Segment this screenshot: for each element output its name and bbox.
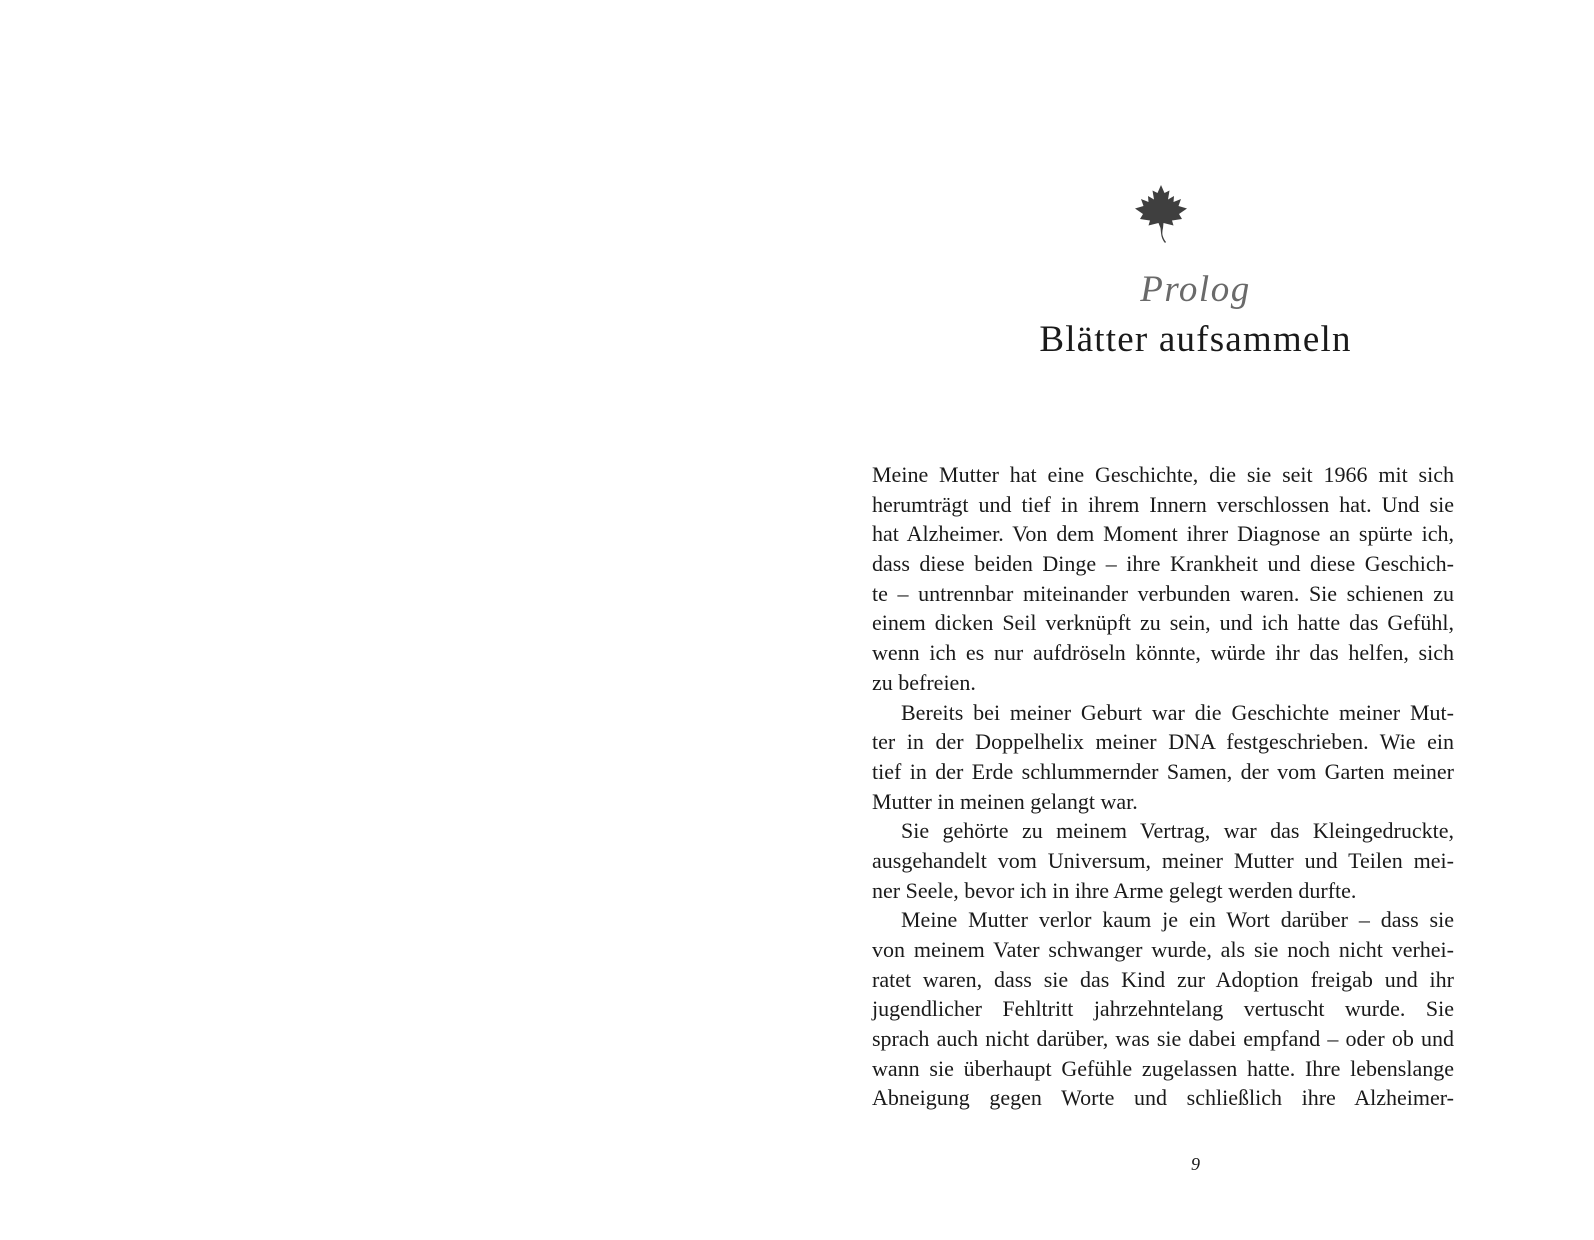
text-line: wann sie überhaupt Gefühle zugelassen hatte. Ihre lebenslange [872,1055,1454,1081]
text-line: von meinem Vater schwanger wurde, als sie noch nicht verhei- [872,937,1454,962]
text-line: sprach auch nicht darüber, was sie dabei empfand – oder ob und [872,1026,1454,1052]
text-line: herumträgt und tief in ihrem Innern verschlossen hat. Und sie [872,491,1454,517]
text-line: tief in der Erde schlummernder Samen, der vom Garten meiner [872,758,1454,784]
paragraph [872,816,1454,905]
paragraph [872,698,1454,817]
chapter-title: Blätter aufsammeln [1039,319,1352,360]
body-text [872,460,1454,1113]
text-line: Bereits bei meiner Geburt war die Geschichte meiner Mut- [901,699,1454,725]
page-number: 9 [1191,1154,1200,1174]
text-line: wenn ich es nur aufdröseln könnte, würde ihr das helfen, sich [872,640,1454,666]
right-page [797,0,1594,1240]
text-line: einem dicken Seil verknüpft zu sein, und ich hatte das Gefühl, [872,610,1454,636]
paragraph [872,905,1454,1113]
text-line: ner Seele, bevor ich in ihre Arme gelegt werden durfte. [872,877,1357,903]
text-line: ter in der Doppelhelix meiner DNA festgeschrieben. Wie ein [872,729,1454,755]
text-line: ratet waren, dass sie das Kind zur Adoption freigab und ihr [872,966,1454,992]
text-line: te – untrennbar miteinander verbunden waren. Sie schienen zu [872,580,1454,606]
text-line: Mutter in meinen gelangt war. [872,788,1138,814]
text-line: Meine Mutter verlor kaum je ein Wort darüber – dass sie [901,907,1454,933]
text-line: zu befreien. [872,669,976,695]
maple-leaf-icon [1133,184,1189,244]
text-line: dass diese beiden Dinge – ihre Krankheit und diese Geschich- [872,551,1454,577]
text-line: Sie gehörte zu meinem Vertrag, war das Kleingedruckte, [901,818,1454,844]
text-line: jugendlicher Fehltritt jahrzehntelang vertuscht wurde. Sie [872,996,1454,1022]
text-line: Meine Mutter hat eine Geschichte, die sie seit 1966 mit sich [872,462,1454,487]
paragraph [872,460,1454,698]
chapter-label: Prolog [1140,269,1251,310]
text-line: Abneigung gegen Worte und schließlich ihre Alzheimer- [872,1085,1454,1111]
text-line: ausgehandelt vom Universum, meiner Mutter und Teilen mei- [872,847,1454,873]
text-line: hat Alzheimer. Von dem Moment ihrer Diagnose an spürte ich, [872,521,1454,547]
